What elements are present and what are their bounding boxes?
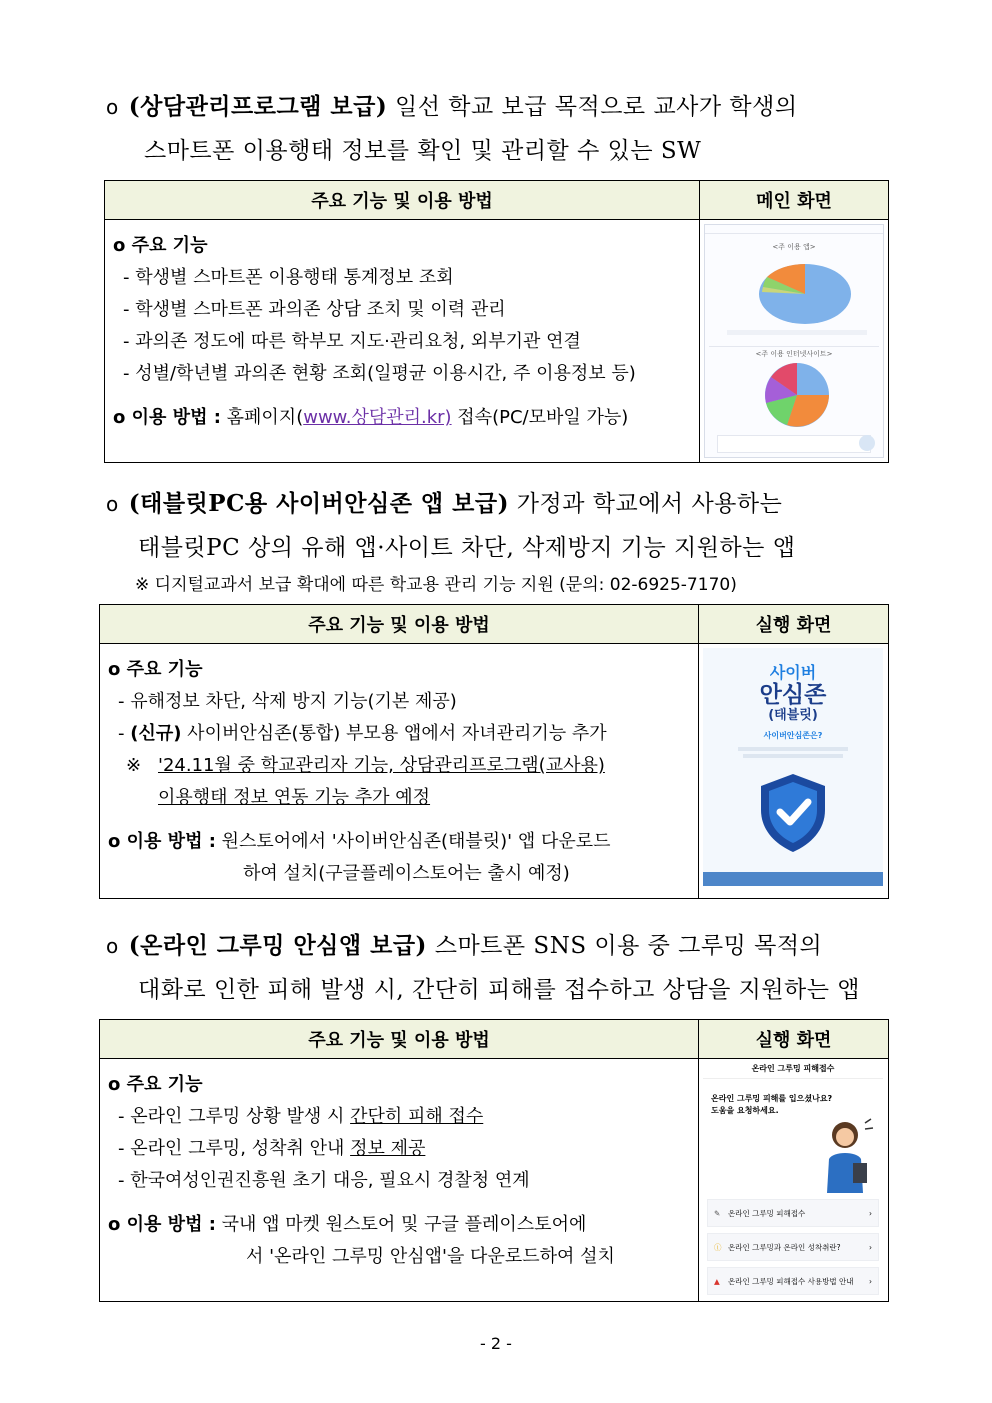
usage-line [113,402,691,434]
section3-line2: 대화로 인한 피해 발생 시, 간단히 피해를 접수하고 상담을 지원하는 앱 [138,977,861,1003]
app-question-line1: 온라인 그루밍 피해를 입으셨나요? [711,1094,833,1103]
menu-item[interactable] [707,1233,879,1261]
app-title-line1: 사이버 [769,663,817,682]
features-label: o 주요 기능 [108,1074,203,1095]
feature-text: - 온라인 그루밍, 성착취 안내 [118,1138,351,1159]
section2-line1: 가정과 학교에서 사용하는 [508,491,783,517]
section3-heading [106,924,906,1012]
table-header-right: 실행 화면 [699,1020,889,1059]
table-header-left: 주요 기능 및 이용 방법 [100,1020,699,1059]
table-header-left: 주요 기능 및 이용 방법 [100,605,699,644]
app-screen-image [699,1059,889,1302]
page-number: - 2 - [480,1334,512,1353]
section3-title: (온라인 그루밍 안심앱 보급) [128,932,427,959]
menu-item[interactable] [707,1267,879,1295]
chart1-title: <주 이용 앱> [772,243,816,251]
main-screen-image [700,220,889,463]
app-title-line2: 안심존 [759,682,827,708]
feature-item [108,1133,690,1165]
menu-item[interactable] [707,1199,879,1227]
usage-line2: 서 '온라인 그루밍 안심앱'을 다운로드하여 설치 [246,1246,615,1267]
section1-title: (상담관리프로그램 보급) [128,93,388,120]
section2-table [99,604,889,899]
features-label: o 주요 기능 [108,659,203,680]
chevron-right-icon: › [869,1242,872,1252]
table-header-right: 메인 화면 [700,181,889,220]
chevron-right-icon: › [869,1276,872,1286]
feature-item: - 성별/학년별 과의존 현황 조회(일평균 이용시간, 주 이용정보 등) [123,363,636,384]
app-header: 온라인 그루밍 피해접수 [703,1063,883,1079]
woman-illustration-icon [815,1113,875,1193]
usage-line [108,1209,690,1241]
section3-content [100,1059,699,1302]
usage-text: 국내 앱 마켓 원스토어 및 구글 플레이스토어에 [215,1214,587,1235]
section2-title: (태블릿PC용 사이버안심존 앱 보급) [128,490,509,517]
section2-heading [106,482,906,570]
info-icon: ⓘ [714,1242,722,1252]
menu-item-label: 온라인 그루밍 피해접수 [728,1208,806,1218]
section1-heading [106,85,906,173]
pencil-icon: ✎ [714,1208,721,1218]
usage-line [108,826,690,858]
bullet: o [106,492,119,516]
usage-label: o 이용 방법 : [108,831,216,852]
table-header-left: 주요 기능 및 이용 방법 [105,181,700,220]
homepage-link[interactable]: www.상담관리.kr) [303,407,452,428]
feature-note [108,750,690,814]
section1-table [104,180,889,463]
usage-text: 홈페이지( [220,407,304,428]
app-question: 사이버안심존은? [763,731,823,740]
section2-line2: 태블릿PC 상의 유해 앱·사이트 차단, 삭제방지 기능 지원하는 앱 [138,535,796,561]
bullet: o [106,95,119,119]
note-line: 이용행태 정보 연동 기능 추가 예정 [158,787,431,808]
usage-text: 접속(PC/모바일 가능) [451,407,629,428]
feature-item: - 과의존 정도에 따른 학부모 지도·관리요청, 외부기관 연결 [123,331,581,352]
app-question-line2: 도움을 요청하세요. [711,1106,779,1115]
chart2-title: <주 이용 인터넷사이트> [755,350,833,358]
feature-item [108,1101,690,1133]
feature-item: - 학생별 스마트폰 이용행태 통계정보 조회 [123,267,454,288]
table-header-right: 실행 화면 [699,605,889,644]
feature-text: 사이버안심존(통합) 부모용 앱에서 자녀관리기능 추가 [181,723,607,744]
note-mark: ※ [126,755,142,776]
section1-line2: 스마트폰 이용행태 정보를 확인 및 관리할 수 있는 SW [144,138,702,164]
feature-item: - 유해정보 차단, 삭제 방지 기능(기본 제공) [118,691,457,712]
app-title-line3: (태블릿) [768,708,818,723]
alarm-icon: ▲ [714,1276,720,1286]
usage-line2: 하여 설치(구글플레이스토어는 출시 예정) [243,863,570,884]
usage-label: o 이용 방법 : [108,1214,216,1235]
section2-note: ※ 디지털교과서 보급 확대에 따른 학교용 관리 기능 지원 (문의: 02-6925-7170) [135,575,737,595]
bullet: o [106,934,119,958]
section1-content [105,220,700,463]
section1-line1: 일선 학교 보급 목적으로 교사가 학생의 [387,94,798,120]
note-line: '24.11월 중 학교관리자 기능, 상담관리프로그램(교사용) [158,755,605,776]
pie-chart-sites [705,359,883,429]
feature-text: - 온라인 그루밍 상황 발생 시 [118,1106,351,1127]
new-badge: (신규) [130,723,182,744]
feature-item: - (신규) 사이버안심존(통합) 부모용 앱에서 자녀관리기능 추가 [118,723,607,744]
chevron-right-icon: › [869,1208,872,1218]
feature-item: - 학생별 스마트폰 과의존 상담 조치 및 이력 관리 [123,299,506,320]
usage-label: o 이용 방법 : [113,407,221,428]
app-screen-image [699,644,889,899]
feature-highlight: 간단히 피해 접수 [350,1106,484,1127]
feature-highlight: 정보 제공 [350,1138,426,1159]
section2-content [100,644,699,899]
shield-icon [753,770,833,854]
menu-item-label: 온라인 그루밍 피해접수 사용방법 안내 [728,1276,854,1286]
section3-line1: 스마트폰 SNS 이용 중 그루밍 목적의 [426,933,823,959]
section3-table [99,1019,889,1302]
menu-item-label: 온라인 그루밍과 온라인 성착취란? [728,1242,841,1252]
features-label: o 주요 기능 [113,235,208,256]
pie-chart-apps [705,252,883,340]
feature-item: - 한국여성인권진흥원 초기 대응, 필요시 경찰청 연계 [118,1170,530,1191]
usage-text: 원스토어에서 '사이버안심존(태블릿)' 앱 다운로드 [215,831,611,852]
